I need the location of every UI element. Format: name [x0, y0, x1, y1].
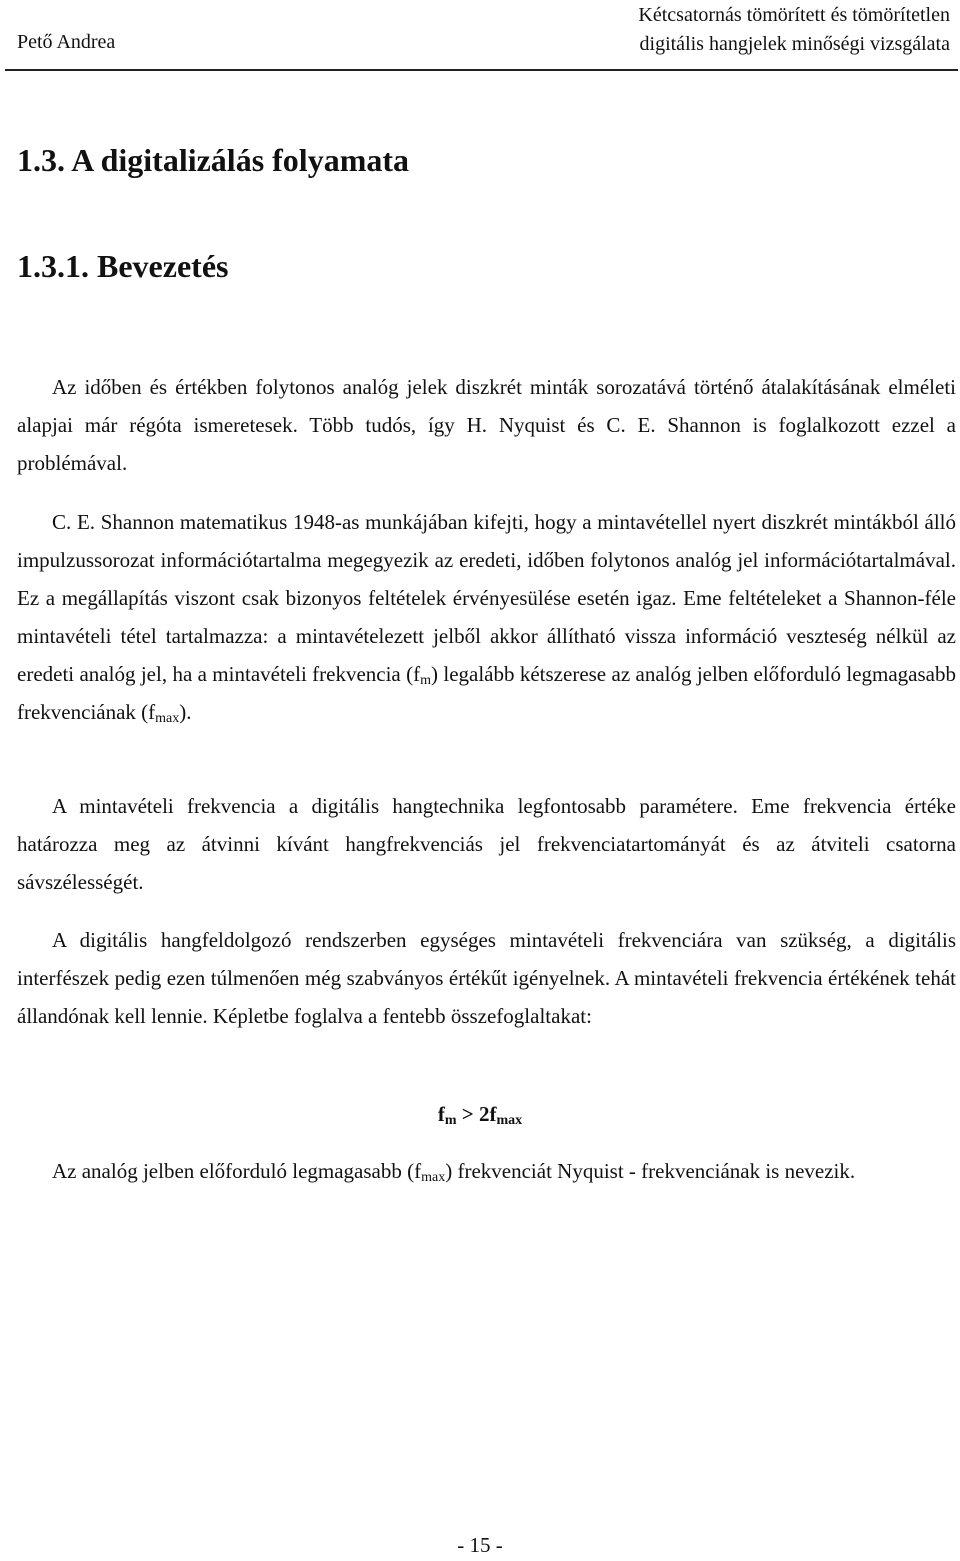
subscript-m: m [420, 673, 431, 688]
header-author: Pető Andrea [17, 31, 116, 53]
page-number: - 15 - [457, 1533, 503, 1557]
formula-operator: > 2f [456, 1102, 497, 1126]
paragraph-uniform-frequency: A digitális hangfeldolgozó rendszerben egységes mintavételi frekvenciára van szükség, a digitális interfészek pedig ezen túlmenően még szabványos értékűt igényelnek. A mintavételi frekvencia értékének tehát állandónak kell lennie. Képletbe foglalva a fentebb összefoglaltakat: [17, 928, 956, 1028]
header-title-line-1: Kétcsatornás tömörített és tömörítetlen [638, 4, 950, 26]
formula-subscript-m: m [444, 1113, 457, 1128]
paragraph-nyquist-text-b: ) frekvenciát Nyquist - frekvenciának is nevezik. [445, 1159, 856, 1183]
paragraph-nyquist-frequency [17, 1152, 956, 1190]
paragraph-shannon-text-c: ). [179, 700, 192, 724]
paragraph-shannon-text-b: ) legalább kétszerese az analóg jelben előforduló legmagasabb frekvenciának (f [17, 662, 956, 724]
header-divider [5, 69, 958, 71]
header-title [638, 1, 950, 59]
section-heading: 1.3. A digitalizálás folyamata [17, 142, 409, 178]
header-title-line-2: digitális hangjelek minőségi vizsgálata [639, 33, 950, 55]
paragraph-nyquist-text-a: Az analóg jelben előforduló legmagasabb (f [52, 1159, 422, 1183]
paragraph-shannon-text-a: C. E. Shannon matematikus 1948-as munkájában kifejti, hogy a mintavétellel nyert diszkrét mintákból álló impulzussorozat információtartalma megegyezik az eredeti, időben folytonos analóg jel információtartalmával. Ez a megállapítás viszont csak bizonyos feltételek érvényesülése esetén igaz. Eme feltételeket a Shannon-féle mintavételi tétel tartalmazza: a mintavételezett jelből akkor állítható vissza információ veszteség nélkül az eredeti analóg jel, ha a mintavételi frekvencia (f [17, 510, 956, 686]
paragraph-sampling-frequency: A mintavételi frekvencia a digitális hangtechnika legfontosabb paramétere. Eme frekvencia értéke határozza meg az átvinni kívánt hangfrekvenciás jel frekvenciatartományát és az átviteli csatorna sávszélességét. [17, 794, 956, 894]
formula-nyquist [0, 1095, 960, 1133]
formula-f: f [437, 1102, 445, 1126]
subscript-max-2: max [421, 1170, 446, 1185]
subscript-max: max [155, 711, 180, 726]
subsection-heading: 1.3.1. Bevezetés [17, 248, 229, 284]
formula-subscript-max: max [496, 1113, 523, 1128]
paragraph-intro: Az időben és értékben folytonos analóg jelek diszkrét minták sorozatává történő átalakításának elméleti alapjai már régóta ismeretesek. Több tudós, így H. Nyquist és C. E. Shannon is foglalkozott ezzel a problémával. [17, 375, 956, 475]
paragraph-shannon [17, 503, 956, 731]
page-header [17, 0, 950, 70]
